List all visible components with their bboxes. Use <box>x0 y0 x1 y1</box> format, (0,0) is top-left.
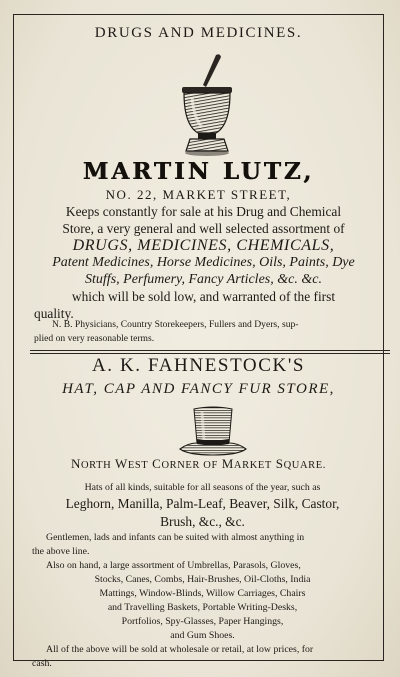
location-part: M <box>221 456 234 471</box>
store-address: NO. 22, MARKET STREET, <box>105 187 292 202</box>
drugs-line-6: which will be sold low, and warranted of the first <box>71 289 336 304</box>
drugs-description <box>34 203 373 322</box>
top-hat-icon <box>178 405 248 457</box>
hat-line-12: All of the above will be sold at wholesale or retail, at low prices, for <box>46 644 314 655</box>
page-border <box>13 14 384 669</box>
location-part: ORNER OF <box>161 460 218 471</box>
location-part: S <box>275 456 284 471</box>
location-part: C <box>152 456 162 471</box>
hat-firm-name: A. K. FAHNESTOCK'S <box>91 355 306 376</box>
hat-line-1: Hats of all kinds, suitable for all seasons of the year, such as <box>84 482 321 493</box>
hat-line-10: Portfolios, Spy-Glasses, Paper Hangings, <box>121 616 284 627</box>
section-divider <box>30 350 390 351</box>
location-part: N <box>70 456 81 471</box>
drugs-line-3: DRUGS, MEDICINES, CHEMICALS, <box>72 237 335 254</box>
drugs-line-4: Patent Medicines, Horse Medicines, Oils, Paints, Dye <box>52 255 355 270</box>
hat-line-4: Gentlemen, lads and infants can be suited with almost anything in <box>46 532 305 543</box>
nb-line-1: N. B. Physicians, Country Storekeepers, Fullers and Dyers, sup- <box>52 319 299 330</box>
hat-line-9: and Travelling Baskets, Portable Writing-Desks, <box>107 602 298 613</box>
hat-line-6: Also on hand, a large assortment of Umbrellas, Parasols, Gloves, <box>46 560 301 571</box>
hat-line-2: Leghorn, Manilla, Palm-Leaf, Beaver, Silk, Castor, <box>65 496 340 511</box>
hat-description <box>32 481 373 671</box>
mortar-and-pestle-icon <box>176 53 238 161</box>
nb-note <box>34 318 373 346</box>
hat-store-location <box>14 456 383 472</box>
drugs-line-1: Keeps constantly for sale at his Drug and Chemical <box>65 204 342 219</box>
hat-line-3: Brush, &c., &c. <box>160 514 245 529</box>
hat-line-7: Stocks, Canes, Combs, Hair-Brushes, Oil-Cloths, India <box>94 574 311 585</box>
hat-line-11: and Gum Shoes. <box>170 630 235 641</box>
location-part: ARKET <box>233 460 272 471</box>
location-part: QUARE. <box>283 460 327 471</box>
location-part: ORTH <box>80 460 112 471</box>
drugs-line-5: Stuffs, Perfumery, Fancy Articles, &c. &c. <box>85 272 322 287</box>
hat-line-5: the above line. <box>32 546 90 557</box>
hat-line-8: Mattings, Window-Blinds, Willow Carriages, Chairs <box>99 588 306 599</box>
nb-line-2: plied on very reasonable terms. <box>34 333 155 344</box>
hat-line-13: cash. <box>32 658 52 669</box>
proprietor-name: MARTIN LUTZ, <box>82 158 315 185</box>
drugs-line-2: Store, a very general and well selected assortment of <box>62 221 345 236</box>
location-part: W <box>114 456 128 471</box>
hat-store-name: HAT, CAP AND FANCY FUR STORE, <box>62 381 335 397</box>
section-divider <box>30 353 390 354</box>
drugs-heading: DRUGS AND MEDICINES. <box>94 25 303 41</box>
location-part: EST <box>127 460 149 471</box>
drugs-line-7: quality. <box>34 306 74 321</box>
